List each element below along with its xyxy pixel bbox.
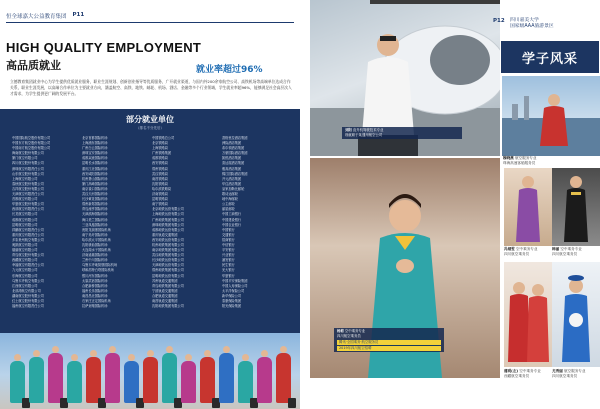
- caption-text-0: 直升机驾驶技术专业: [352, 128, 384, 132]
- employer-item: 新华保险公司: [222, 293, 242, 298]
- employer-item: 重庆轨道交通集团: [152, 232, 178, 237]
- employer-item: 中国银行: [222, 227, 235, 232]
- student-figure: [124, 361, 139, 403]
- employer-item: 杭州萧山国际机场: [82, 176, 108, 181]
- employer-item: 深圳航空有限责任公司: [12, 166, 44, 171]
- student-figure: [143, 357, 158, 403]
- highlight-line-2: 2019年四川航空招聘: [337, 346, 441, 351]
- caption-name-6: 冯婧雯: [504, 247, 515, 251]
- left-header: [6, 12, 294, 23]
- employer-item: 凯悦酒店集团: [222, 156, 242, 161]
- employer-item: 华夏航空股份有限公司: [12, 202, 44, 207]
- school-name: 四川嘉美大学: [510, 18, 539, 23]
- employer-item: 拉萨贡嘎国际机场: [82, 304, 108, 309]
- title-chinese: 高品质就业: [6, 59, 61, 72]
- highlight-line-1: 腾讯·全国乘务·航空服务员: [337, 340, 441, 345]
- caption-text-3: 珠海高速客船服务员: [503, 161, 536, 165]
- employer-item: 太原武宿国际机场: [82, 278, 108, 283]
- employer-item: 开元酒店集团: [222, 176, 242, 181]
- right-page: [300, 0, 600, 409]
- employer-item: 民生银行: [222, 263, 235, 268]
- employer-item: 北部湾航空有限公司: [12, 288, 41, 293]
- employer-item: 南昌铁路局: [152, 176, 168, 181]
- student-figure: [10, 361, 25, 403]
- header-group-name: 恒全球嘉大公益教育集团: [6, 14, 67, 20]
- employer-item: 天津地铁运营有限公司: [152, 263, 184, 268]
- employer-item: 阳光保险集团: [222, 304, 242, 309]
- employers-panel-title: 部分就业单位: [126, 115, 174, 124]
- employer-column: [12, 136, 76, 309]
- employer-item: 江西航空有限公司: [12, 283, 38, 288]
- employer-item: 重庆江北国际机场: [82, 166, 108, 171]
- employer-item: 华夏银行: [222, 273, 235, 278]
- employer-item: 华住酒店集团: [222, 181, 242, 186]
- employer-item: 青岛流亭国际机场: [82, 207, 108, 212]
- red-uniform-illustration: [504, 262, 552, 367]
- employer-item: 中国人寿保险公司: [222, 283, 248, 288]
- employer-item: 中国工商银行: [222, 212, 242, 217]
- employer-item: 福州航空有限责任公司: [12, 304, 44, 309]
- employer-item: 沈阳地铁集团有限公司: [152, 304, 184, 309]
- student-figure: [238, 361, 253, 403]
- photo-helicopter-pilot: [310, 0, 500, 156]
- employer-item: 交通银行: [222, 232, 235, 237]
- employer-item: 海口美兰国际机场: [82, 217, 108, 222]
- caption-name-10: 蒲玥(左): [504, 369, 519, 373]
- caption-blue: [552, 369, 600, 379]
- employer-item: 红土航空股份有限公司: [12, 299, 44, 303]
- purple-uniform-illustration: [504, 168, 552, 246]
- employer-item: 苏州轨道交通集团: [152, 278, 178, 283]
- employer-item: 郑州新郑国际机场: [82, 202, 108, 207]
- employer-item: 歌诗达邮轮: [222, 192, 238, 197]
- employer-item: 中国铁路总公司: [152, 136, 175, 140]
- employer-item: 石家庄正定国际机场: [82, 299, 111, 303]
- photo-blue-uniform: [552, 262, 600, 367]
- student-figure: [105, 353, 120, 403]
- caption-name-8: 韩丽: [552, 247, 560, 251]
- employer-item: 九元航空有限公司: [12, 268, 38, 273]
- employer-item: 杭州地铁集团有限公司: [152, 242, 184, 247]
- employer-item: 深圳地铁集团有限公司: [152, 222, 184, 227]
- photo-teal-uniform: [310, 158, 500, 378]
- student-figure: [276, 353, 291, 403]
- caption-text-7: 四川航空乘务员: [504, 252, 530, 256]
- employer-item: 厦门高崎国际机场: [82, 181, 108, 186]
- employer-item: 兴业银行: [222, 253, 235, 258]
- employer-item: 昆明铁路局: [152, 197, 168, 202]
- caption-purple: [504, 247, 552, 257]
- employer-item: 光大银行: [222, 268, 235, 273]
- employer-item: 厦门航空有限公司: [12, 156, 38, 161]
- employer-item: 沈阳铁路局: [152, 181, 168, 186]
- employer-item: 昆明地铁运营有限公司: [152, 273, 184, 278]
- employer-item: 贵阳龙洞堡国际机场: [82, 227, 111, 232]
- employer-item: 天津滨海国际机场: [82, 212, 108, 217]
- employer-item: 哈尔滨太平国际机场: [82, 237, 111, 242]
- student-figure: [86, 357, 101, 403]
- caption-red: [504, 369, 552, 379]
- employer-item: 成都双流国际机场: [82, 156, 108, 161]
- employer-item: 奥凯航空有限公司: [12, 242, 38, 247]
- caption-name-12: 尤秀丽: [552, 369, 563, 373]
- employer-item: 招商银行: [222, 237, 235, 242]
- employer-item: 昆明长水国际机场: [82, 161, 108, 166]
- caption-harbor: [503, 156, 599, 166]
- caption-text-11: 西藏航空乘务员: [504, 374, 530, 378]
- employer-item: 中国东方航空股份有限公司: [12, 141, 51, 146]
- employer-item: 瑞丽航空有限公司: [12, 248, 38, 253]
- employer-item: 北京地铁运营有限公司: [152, 207, 184, 212]
- caption-black: [552, 247, 600, 257]
- harbor-illustration: [502, 76, 600, 156]
- employer-item: 郑州铁路局: [152, 166, 168, 171]
- caption-name-2: 穆晓燕: [503, 156, 514, 160]
- employer-item: 广州白云国际机场: [82, 146, 108, 151]
- caption-text-2: 航空服务专业: [514, 156, 537, 160]
- employer-item: 湖南航空股份有限公司: [12, 293, 44, 298]
- caption-name-0: 刘阳: [345, 128, 352, 132]
- student-figure: [48, 353, 63, 403]
- employer-item: 南宁铁路局: [152, 202, 168, 207]
- employer-item: 南京禄口国际机场: [82, 186, 108, 191]
- employer-item: 中国南方航空股份有限公司: [12, 146, 51, 151]
- title-english: HIGH QUALITY EMPLOYMENT: [6, 40, 202, 55]
- banner-title: 学子风采: [501, 41, 599, 73]
- employer-item: 三亚凤凰国际机场: [82, 222, 108, 227]
- employer-item: 大连周水子国际机场: [82, 248, 111, 253]
- student-figure: [29, 357, 44, 403]
- employer-item: 东海航空有限公司: [12, 273, 38, 278]
- caption-text-12: 航空服务专业: [563, 369, 586, 373]
- employer-item: 宁波轨道交通集团: [152, 288, 178, 293]
- caption-name-4: 杨莉: [337, 329, 344, 333]
- employer-item: 长沙黄花国际机场: [82, 197, 108, 202]
- employer-item: 丽星邮轮: [222, 207, 235, 212]
- employer-item: 祥鹏航空有限责任公司: [12, 227, 44, 232]
- employer-item: 中国农业银行: [222, 222, 242, 227]
- employer-item: 上海地铁运营有限公司: [152, 212, 184, 217]
- employer-item: 合肥轨道交通集团: [152, 293, 178, 298]
- student-figure: [181, 361, 196, 403]
- employer-item: 中国平安保险集团: [222, 278, 248, 283]
- employer-item: 首都航空有限公司: [12, 197, 38, 202]
- employer-column: [82, 136, 146, 309]
- employer-item: 郑州地铁集团有限公司: [152, 268, 184, 273]
- employer-item: 希尔顿酒店集团: [222, 146, 245, 151]
- employer-item: 山东航空股份有限公司: [12, 171, 44, 176]
- employer-item: 上海浦东国际机场: [82, 141, 108, 146]
- student-figure: [219, 353, 234, 403]
- employer-column: [222, 136, 286, 309]
- employer-item: 乌鲁木齐地窝堡国际机场: [82, 263, 118, 268]
- caption-text-4: 空中乘务专业: [344, 329, 366, 333]
- employer-item: 泰康保险集团: [222, 299, 242, 303]
- employers-panel-subtitle: （排名不分先后）: [136, 126, 164, 130]
- employer-item: 合肥新桥国际机场: [82, 283, 108, 288]
- employer-item: 武汉地铁集团有限公司: [152, 253, 184, 258]
- employer-item: 武汉铁路局: [152, 171, 168, 176]
- employer-item: 中信银行: [222, 242, 235, 247]
- employer-column: [152, 136, 216, 309]
- employer-item: 济南铁路局: [152, 192, 168, 197]
- employer-item: 上海航空有限公司: [12, 176, 38, 181]
- employer-item: 锦江国际酒店集团: [222, 171, 248, 176]
- employer-item: 青岛航空股份有限公司: [12, 253, 44, 258]
- employer-item: 万豪国际酒店集团: [222, 151, 248, 156]
- caption-text-8: 空中乘务专业: [560, 247, 582, 251]
- school-subtitle: 国家级AAA旅游景区: [510, 24, 554, 29]
- photo-red-uniform: [504, 262, 552, 367]
- employer-item: 公主邮轮: [222, 202, 235, 207]
- employer-item: 西安咸阳国际机场: [82, 171, 108, 176]
- caption-teal: [334, 328, 444, 352]
- employer-item: 沈阳桃仙国际机场: [82, 242, 108, 247]
- employer-item: 北京铁路局: [152, 141, 168, 146]
- right-header: [493, 18, 596, 30]
- caption-text-5: 四川航空乘务员: [337, 334, 361, 338]
- caption-text-9: 四川航空乘务员: [552, 252, 578, 256]
- employer-item: 重庆航空有限责任公司: [12, 232, 44, 237]
- employer-item: 香格里拉酒店集团: [222, 136, 248, 140]
- employer-item: 上海铁路局: [152, 146, 168, 151]
- employer-item: 多彩贵州航空有限公司: [12, 237, 44, 242]
- luggage: [288, 398, 296, 408]
- employment-rate: 就业率超过96%: [196, 65, 263, 75]
- employer-item: 西安地铁运营有限公司: [152, 237, 184, 242]
- employer-item: 太平洋保险公司: [222, 288, 245, 293]
- employer-item: 地中海邮轮: [222, 197, 238, 202]
- employer-item: 乌鲁木齐航空有限公司: [12, 278, 44, 283]
- blue-uniform-illustration: [552, 262, 600, 367]
- black-uniform-illustration: [552, 168, 600, 246]
- employer-item: 南宁吴圩国际机场: [82, 232, 108, 237]
- employer-item: 平安银行: [222, 248, 235, 253]
- caption-text-6: 空中乘务专业: [515, 247, 538, 251]
- employer-item: 南京地铁集团有限公司: [152, 248, 184, 253]
- employer-item: 广州地铁集团有限公司: [152, 217, 184, 222]
- employer-item: 天津航空有限责任公司: [12, 192, 44, 197]
- employer-item: 济南遥墙国际机场: [82, 253, 108, 258]
- photo-harbor-attendant: [502, 76, 600, 156]
- employer-item: 幸福航空有限责任公司: [12, 263, 44, 268]
- student-figure: [257, 357, 272, 403]
- employer-item: 武汉天河国际机场: [82, 192, 108, 197]
- employer-item: 雅高酒店集团: [222, 166, 242, 171]
- employer-item: 春秋航空股份有限公司: [12, 181, 44, 186]
- employer-item: 福州长乐国际机场: [82, 288, 108, 293]
- right-page-number: P12: [493, 18, 505, 24]
- employer-item: 青岛地铁集团有限公司: [152, 283, 184, 288]
- employer-item: 中国国际航空股份有限公司: [12, 136, 51, 140]
- employer-item: 昆明航空有限公司: [12, 222, 38, 227]
- employer-item: 呼和浩特白塔国际机场: [82, 268, 114, 273]
- employer-item: 浦发银行: [222, 258, 235, 263]
- caption-text-1: 现就职于某通用航空公司: [345, 133, 383, 137]
- photo-black-uniform: [552, 168, 600, 246]
- student-figure: [200, 357, 215, 403]
- group-photo: [0, 333, 300, 409]
- employer-item: 西部航空有限责任公司: [12, 207, 44, 212]
- employer-item: 银川河东国际机场: [82, 273, 108, 278]
- employer-item: 长沙地铁运营有限公司: [152, 258, 184, 263]
- caption-text-10: 空中乘务专业: [519, 369, 541, 373]
- employer-item: 深圳宝安国际机场: [82, 151, 108, 156]
- employer-item: 海南航空股份有限公司: [12, 151, 44, 156]
- employer-item: 中国建设银行: [222, 217, 242, 222]
- employer-item: 西藏航空有限公司: [12, 258, 38, 263]
- employer-item: 洲际酒店集团: [222, 141, 242, 146]
- caption-helicopter: [342, 127, 462, 139]
- employer-item: 长龙航空有限公司: [12, 212, 38, 217]
- photo-purple-uniform: [504, 168, 552, 246]
- employer-item: 兰州中川国际机场: [82, 258, 108, 263]
- employer-item: 成都地铁运营有限公司: [152, 227, 184, 232]
- employer-item: 广州铁路集团: [152, 151, 172, 156]
- employer-item: 哈尔滨铁路局: [152, 186, 172, 191]
- student-figure: [67, 361, 82, 403]
- employer-item: 四川航空股份有限公司: [12, 161, 44, 166]
- intro-paragraph: 立德教育集团就业中心为学生提供优质就业服务，职业生涯规划、创新创业指导等优质服务，广开就业渠道，与国内外200余家航空公司、高铁机场等高端单位达成合作关系，职业生涯发展，以高端合作单位为主要就业方向，涵盖航空、高铁、地铁、邮轮、机场、酒店、金融等多个行业领域，学生就业率超96%，能够满足社会高层次人才需求，为学生提供更广阔的发展平台。: [10, 79, 292, 96]
- employer-item: 成都航空有限公司: [12, 217, 38, 222]
- left-page-number: P11: [72, 12, 85, 18]
- employer-item: 皇家加勒比邮轮: [222, 186, 245, 191]
- employer-item: 南昌轨道交通集团: [152, 299, 178, 303]
- caption-text-13: 四川航空乘务员: [552, 374, 578, 378]
- employer-item: 北京首都国际机场: [82, 136, 108, 140]
- employer-item: 吉祥航空股份有限公司: [12, 186, 44, 191]
- student-figure: [162, 353, 177, 403]
- employer-item: 西安铁路局: [152, 161, 168, 166]
- employer-item: 喜达屋酒店集团: [222, 161, 245, 166]
- employer-item: 成都铁路局: [152, 156, 168, 161]
- employer-columns: [12, 136, 292, 309]
- employer-item: 南昌昌北国际机场: [82, 293, 108, 298]
